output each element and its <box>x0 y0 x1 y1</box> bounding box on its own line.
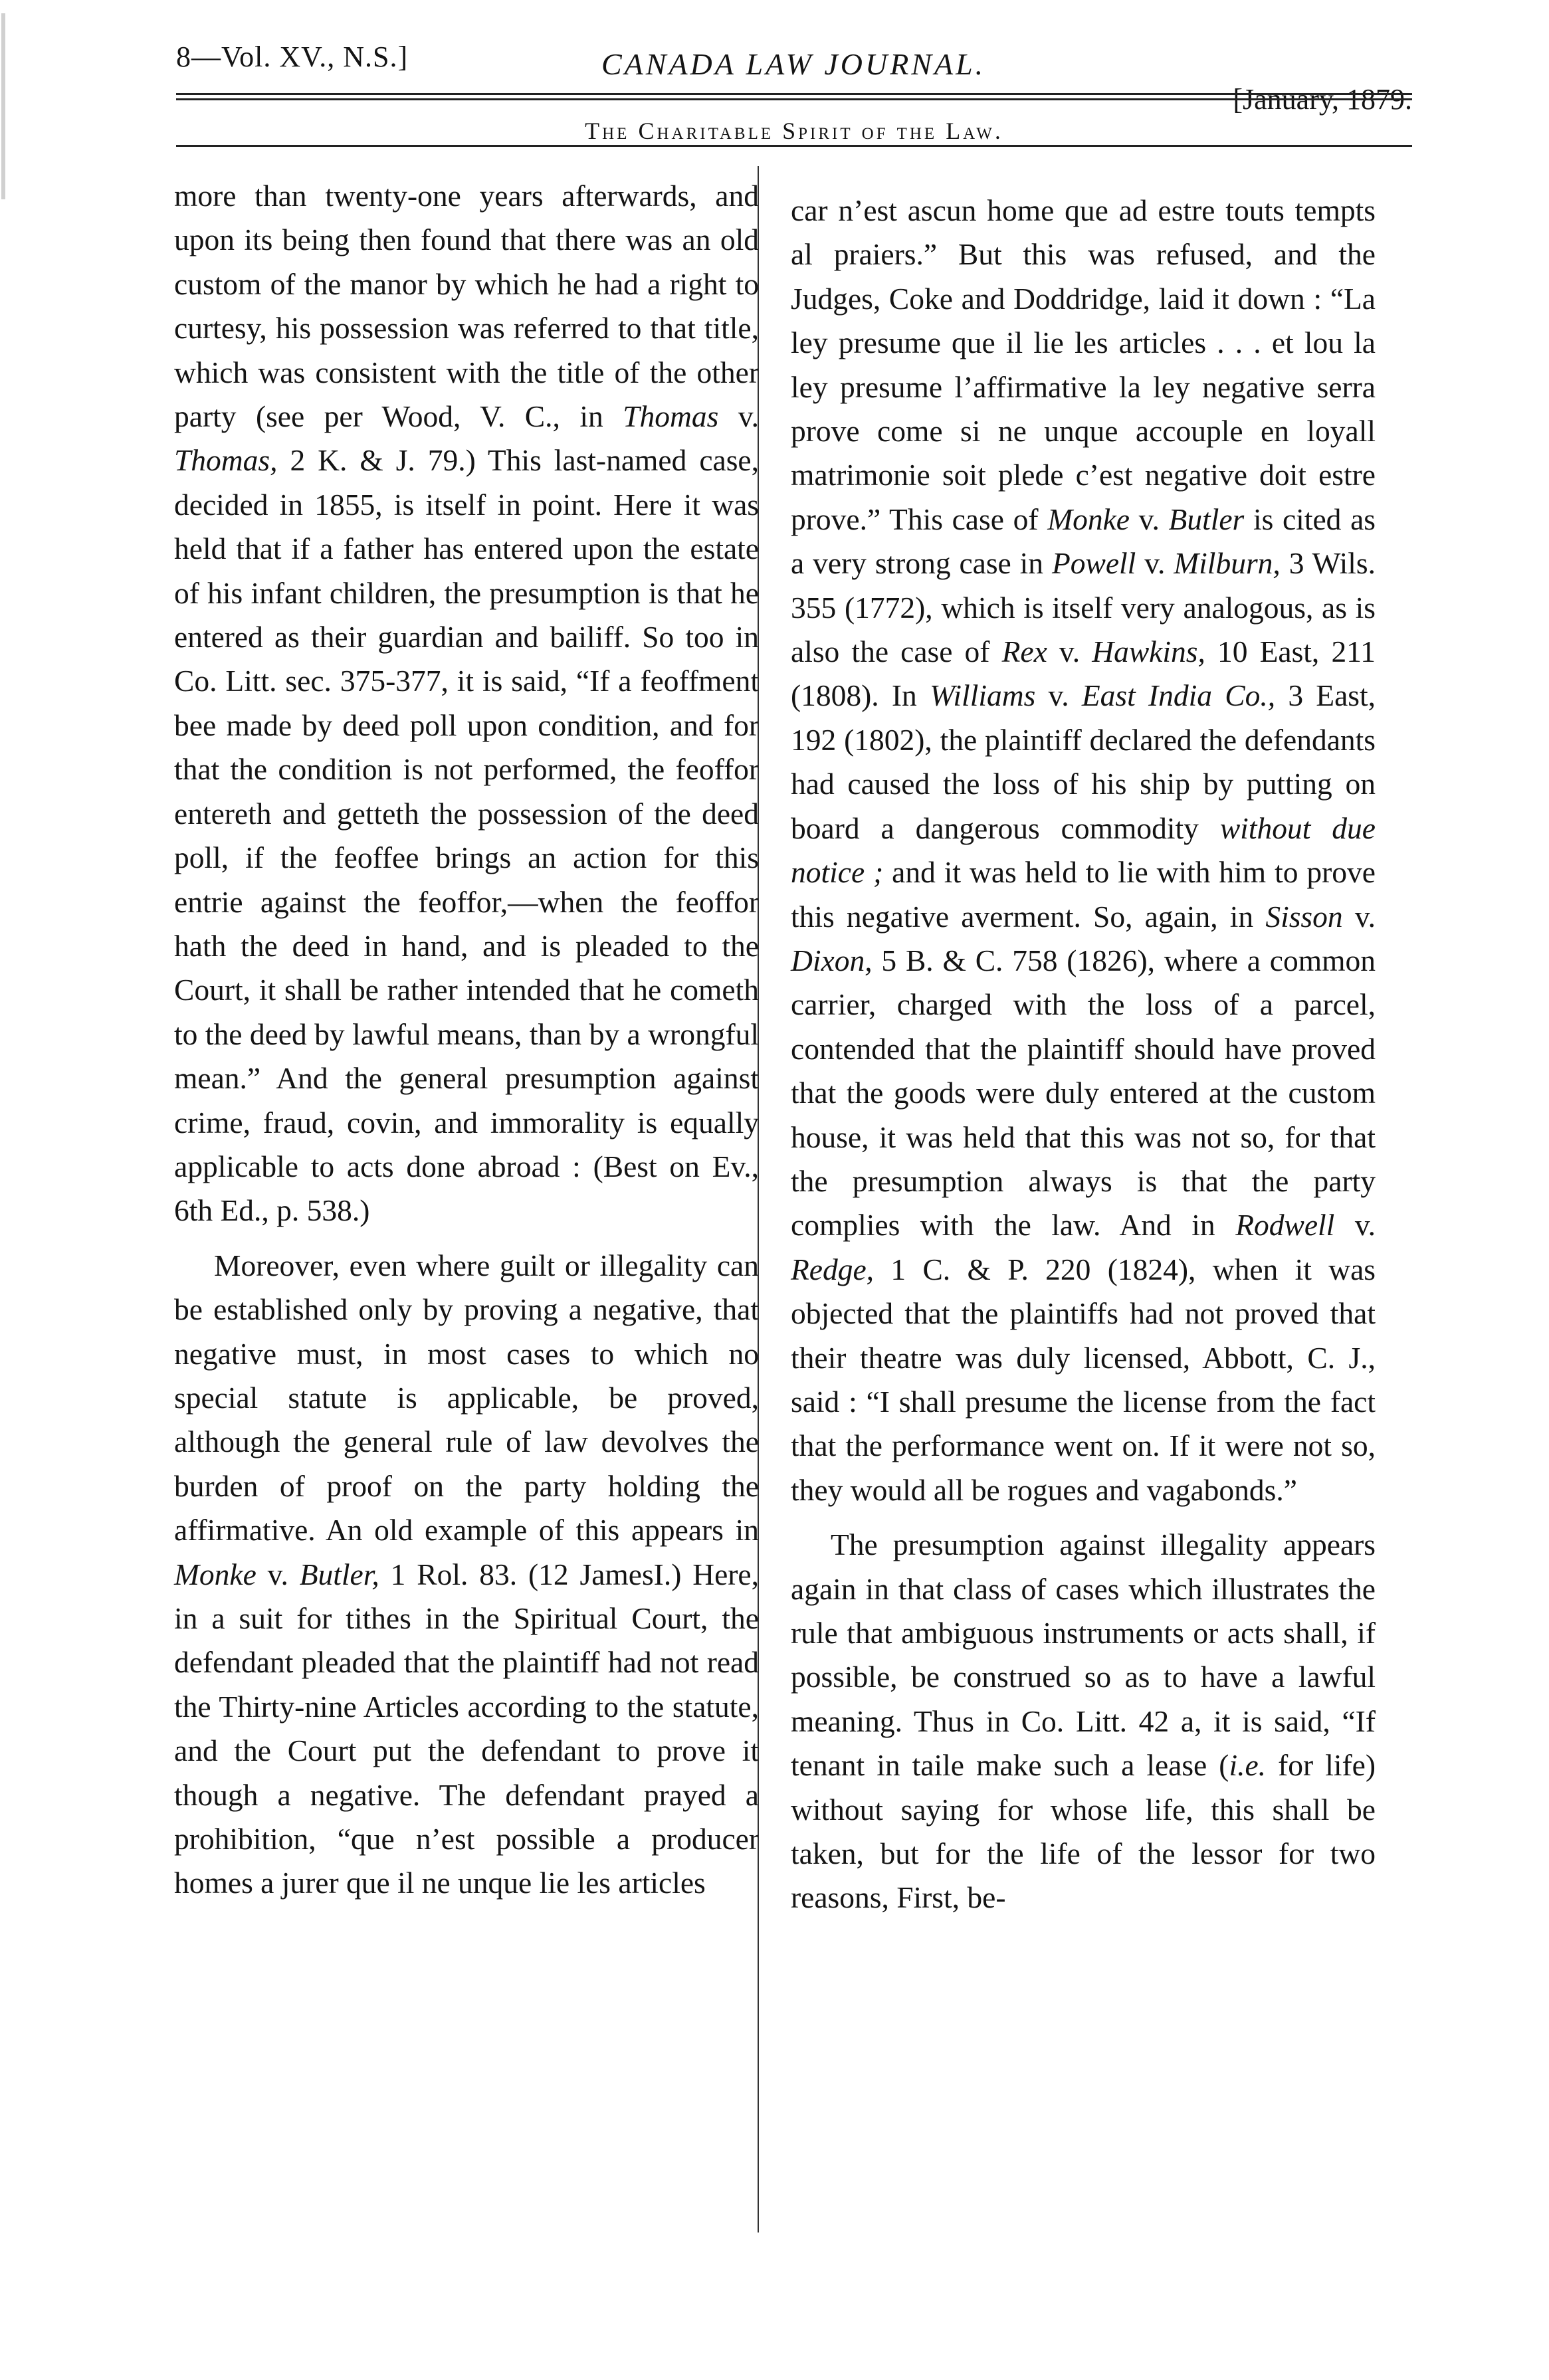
italic-text: Redge, <box>791 1252 875 1286</box>
text-run: 2 K. & J. 79.) This last-named case, decided in 1855, is itself in point. Here it was held that if a father has entered upon the estate of his infant children, the presumption is that he entered as their guardian and bailiff. So too in Co. Litt. sec. 375-377, it is said, “If a feoffment bee made by deed poll upon condition, and for that the condition is not performed, the feoffor entereth and getteth the possession of the deed poll, if the feoffee brings an action for this entrie against the feoffor,—when the feoffor hath the deed in hand, and is pleaded to the Court, it shall be rather intended that he cometh to the deed by lawful means, than by a wrongful mean.” And the general presumption against crime, fraud, covin, and immorality is equally applicable to acts done abroad : (Best on Ev., 6th Ed., p. 538.) <box>174 443 759 1228</box>
text-run: 3 East, 192 (1802), the plaintiff declared the defendants had caused the loss of his ship by putting on board a dangerous commodity <box>791 678 1376 845</box>
column-divider <box>758 166 759 2232</box>
running-title: The Charitable Spirit of the Law. <box>585 118 1003 144</box>
volume-reference: 8—Vol. XV., N.S.] <box>176 41 409 73</box>
italic-text: Monke <box>1047 502 1130 536</box>
text-run: v. <box>256 1557 300 1591</box>
paragraph <box>174 174 759 1233</box>
text-run: Moreover, even where guilt or illegality can be established only by proving a negative, that negative must, in most cases to which no special statute is applicable, be proved, although the general rule of law devolves the burden of proof on the party holding the affirmative. An old example of this appears in <box>174 1248 759 1547</box>
paragraph <box>174 1244 759 1906</box>
text-run: and it was held to lie with him to prove this negative averment. So, again, in <box>791 855 1376 934</box>
text-run: v. <box>1047 635 1092 669</box>
italic-text: Rex <box>1001 635 1047 669</box>
italic-text: Milburn, <box>1174 546 1281 581</box>
page-header <box>176 32 1412 116</box>
header-rule-bottom <box>176 98 1412 100</box>
italic-text: Butler <box>1168 502 1245 536</box>
text-run: 3 Wils. 355 (1772), which is itself very analogous, as is also the case of <box>791 546 1376 669</box>
text-run: v. <box>1035 678 1082 713</box>
text-run: more than twenty-one years afterwards, and upon its being then found that there was an old custom of the manor by which he had a right to curtesy, his possession was referred to that title, which was consistent with the title of the other party (see per Wood, V. C., in <box>174 179 759 434</box>
running-title-rule <box>176 145 1412 147</box>
left-column <box>174 174 759 1916</box>
text-run: 1 C. & P. 220 (1824), when it was objected that the plaintiffs had not proved that their theatre was duly licensed, Abbott, C. J., said : “I shall presume the license from the fact that the performance went on. If it were not so, they would all be rogues and vagabonds.” <box>791 1252 1376 1507</box>
italic-text: Williams <box>930 678 1036 713</box>
journal-title: CANADA LAW JOURNAL. <box>601 47 986 81</box>
scan-edge-mark <box>1 13 5 199</box>
italic-text: Butler, <box>299 1557 379 1591</box>
italic-text: Monke <box>174 1557 257 1591</box>
italic-text: without due notice ; <box>791 811 1376 890</box>
issue-date: [January, 1879. <box>1233 83 1412 116</box>
text-run: for life) without saying for whose life, this shall be taken, but for the life of the lessor for two reasons, First, be- <box>791 1748 1376 1915</box>
text-run: v. <box>1129 502 1169 536</box>
text-run: car n’est ascun home que ad estre touts tempts al praiers.” But this was refused, and the Judges, Coke and Doddridge, laid it down : “La ley presume que il lie les articles . . . et lou la ley presume l’affirmative la ley negative serra prove come si ne unque accouple en loyall matrimonie soit plede c’est negative doit estre prove.” This case of <box>791 193 1376 536</box>
right-column <box>791 189 1376 1931</box>
italic-text: East India Co., <box>1081 678 1276 713</box>
italic-text: Dixon, <box>791 943 873 977</box>
italic-text: Hawkins, <box>1092 635 1205 669</box>
italic-text: Thomas <box>623 399 719 434</box>
italic-text: Rodwell <box>1235 1208 1335 1242</box>
text-run: v. <box>1334 1208 1376 1242</box>
paragraph <box>791 1523 1376 1920</box>
italic-text: Powell <box>1051 546 1136 581</box>
text-run: v. <box>1136 546 1174 581</box>
text-run: The presumption against illegality appears again in that class of cases which illustrates the rule that ambiguous instruments or acts shall, if possible, be construed so as to have a lawful meaning. Thus in Co. Litt. 42 a, it is said, “If tenant in taile make such a lease ( <box>791 1528 1376 1783</box>
italic-text: i.e. <box>1229 1748 1267 1783</box>
italic-text: Thomas, <box>174 443 278 478</box>
text-run: v. <box>1342 899 1376 934</box>
text-run: v. <box>718 399 759 434</box>
text-run: is cited as a very strong case in <box>791 502 1376 581</box>
text-run: 1 Rol. 83. (12 JamesI.) Here, in a suit for tithes in the Spiritual Court, the defendant pleaded that the plaintiff had not read the Thirty-nine Articles according to the statute, and the Court put the defendant to prove it though a negative. The defendant prayed a prohibition, “que n’est possible a producer homes a jurer que il ne unque lie les articles <box>174 1557 759 1900</box>
paragraph <box>791 189 1376 1512</box>
header-rule-top <box>176 93 1412 95</box>
text-run: 10 East, 211 (1808). In <box>791 635 1376 713</box>
italic-text: Sisson <box>1265 899 1343 934</box>
text-run: 5 B. & C. 758 (1826), where a common carrier, charged with the loss of a parcel, contended that the plaintiff should have proved that the goods were duly entered at the custom house, it was held that this was not so, for that the presumption always is that the party complies with the law. And in <box>791 943 1376 1242</box>
